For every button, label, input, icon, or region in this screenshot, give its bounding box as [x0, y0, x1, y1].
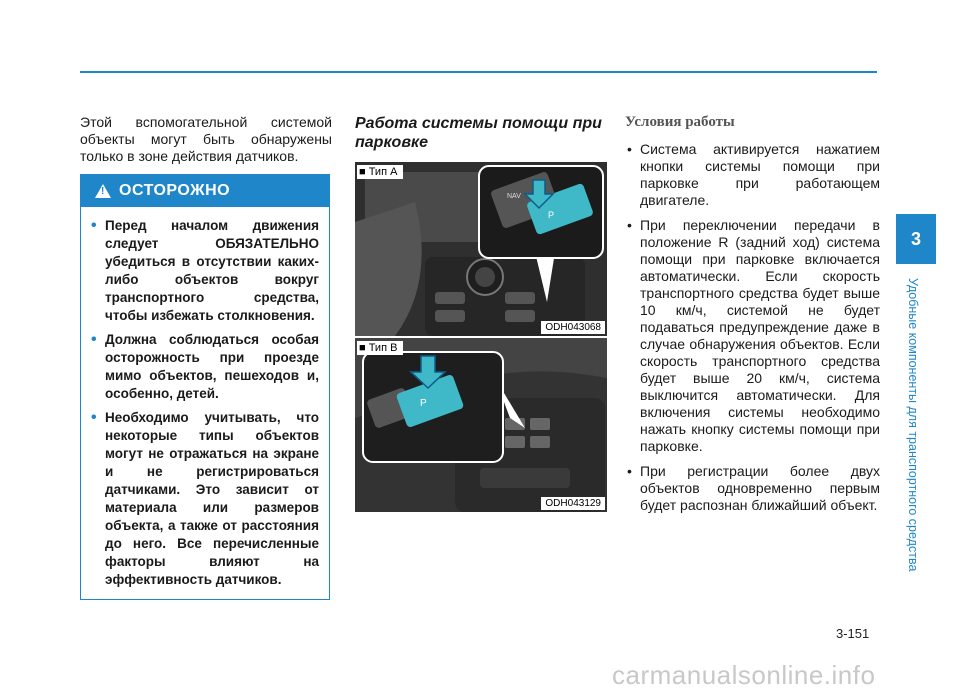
- warning-header: [81, 175, 329, 207]
- left-column: [80, 114, 332, 587]
- figure-tag: ■ Тип A: [357, 165, 403, 179]
- conditions-list: [625, 141, 880, 514]
- warning-box: [80, 174, 330, 600]
- condition-item: • При переключении передачи в положение R (задний ход) система помощи при парковке включается автоматически. Если скорость транспортного средства будет выше 10 км/ч, системой не будет подаваться предупреждение даже в случае обнаружения объектов. Если скорость транспортного средства будет выше 20 км/ч, система выключится автоматически. Для включения системы необходимо нажать кнопку системы помощи при парковке.: [625, 217, 880, 455]
- middle-column: [355, 114, 607, 512]
- warning-item: • Должна соблюдаться особая осторожность при проезде мимо объектов, пешеходов и, особенно, детей.: [91, 331, 319, 403]
- right-column: [625, 114, 880, 522]
- warning-list: [81, 207, 329, 589]
- watermark: carmanualsonline.info: [612, 660, 876, 690]
- intro-paragraph: Этой вспомогательной системой объекты могут быть обнаружены только в зоне действия датчиков.: [80, 114, 332, 164]
- console-illustration-a: [355, 162, 607, 336]
- figure-tag: ■ Тип B: [357, 341, 403, 355]
- figure-type-a: [355, 162, 607, 336]
- console-illustration-b: [355, 338, 607, 512]
- condition-item: • При регистрации более двух объектов одновременно первым будет распознан ближайший объект.: [625, 463, 880, 514]
- section-title: Работа системы помощи при парковке: [355, 115, 602, 151]
- parking-button-label: P: [548, 210, 555, 220]
- figure-code: ODH043068: [541, 321, 605, 334]
- warning-triangle-icon: [95, 184, 111, 198]
- warning-item: • Необходимо учитывать, что некоторые типы объектов могут не отражаться на экране и не регистрироваться датчиками. Это зависит от материала или размеров объекта, а также от расстояния до него. Все перечисленные факторы влияют на эффективность датчиков.: [91, 409, 319, 589]
- figure-type-b: [355, 338, 607, 512]
- top-rule: [80, 71, 877, 73]
- nav-button-label: NAV: [507, 193, 521, 200]
- conditions-title: Условия работы: [625, 114, 735, 130]
- chapter-title: Удобные компоненты для транспортного средства: [906, 278, 920, 572]
- parking-button-label: P: [420, 398, 427, 409]
- page-number: 3-151: [836, 626, 870, 641]
- chapter-number-tab: 3: [896, 214, 936, 264]
- warning-item: • Перед началом движения следует ОБЯЗАТЕЛЬНО убедиться в отсутствии каких-либо объектов вокруг транспортного средства, чтобы избежать столкновения.: [91, 217, 319, 325]
- condition-item: • Система активируется нажатием кнопки системы помощи при парковке при работающем двигателе.: [625, 141, 880, 209]
- figure-code: ODH043129: [541, 497, 605, 510]
- warning-title: ОСТОРОЖНО: [119, 182, 231, 199]
